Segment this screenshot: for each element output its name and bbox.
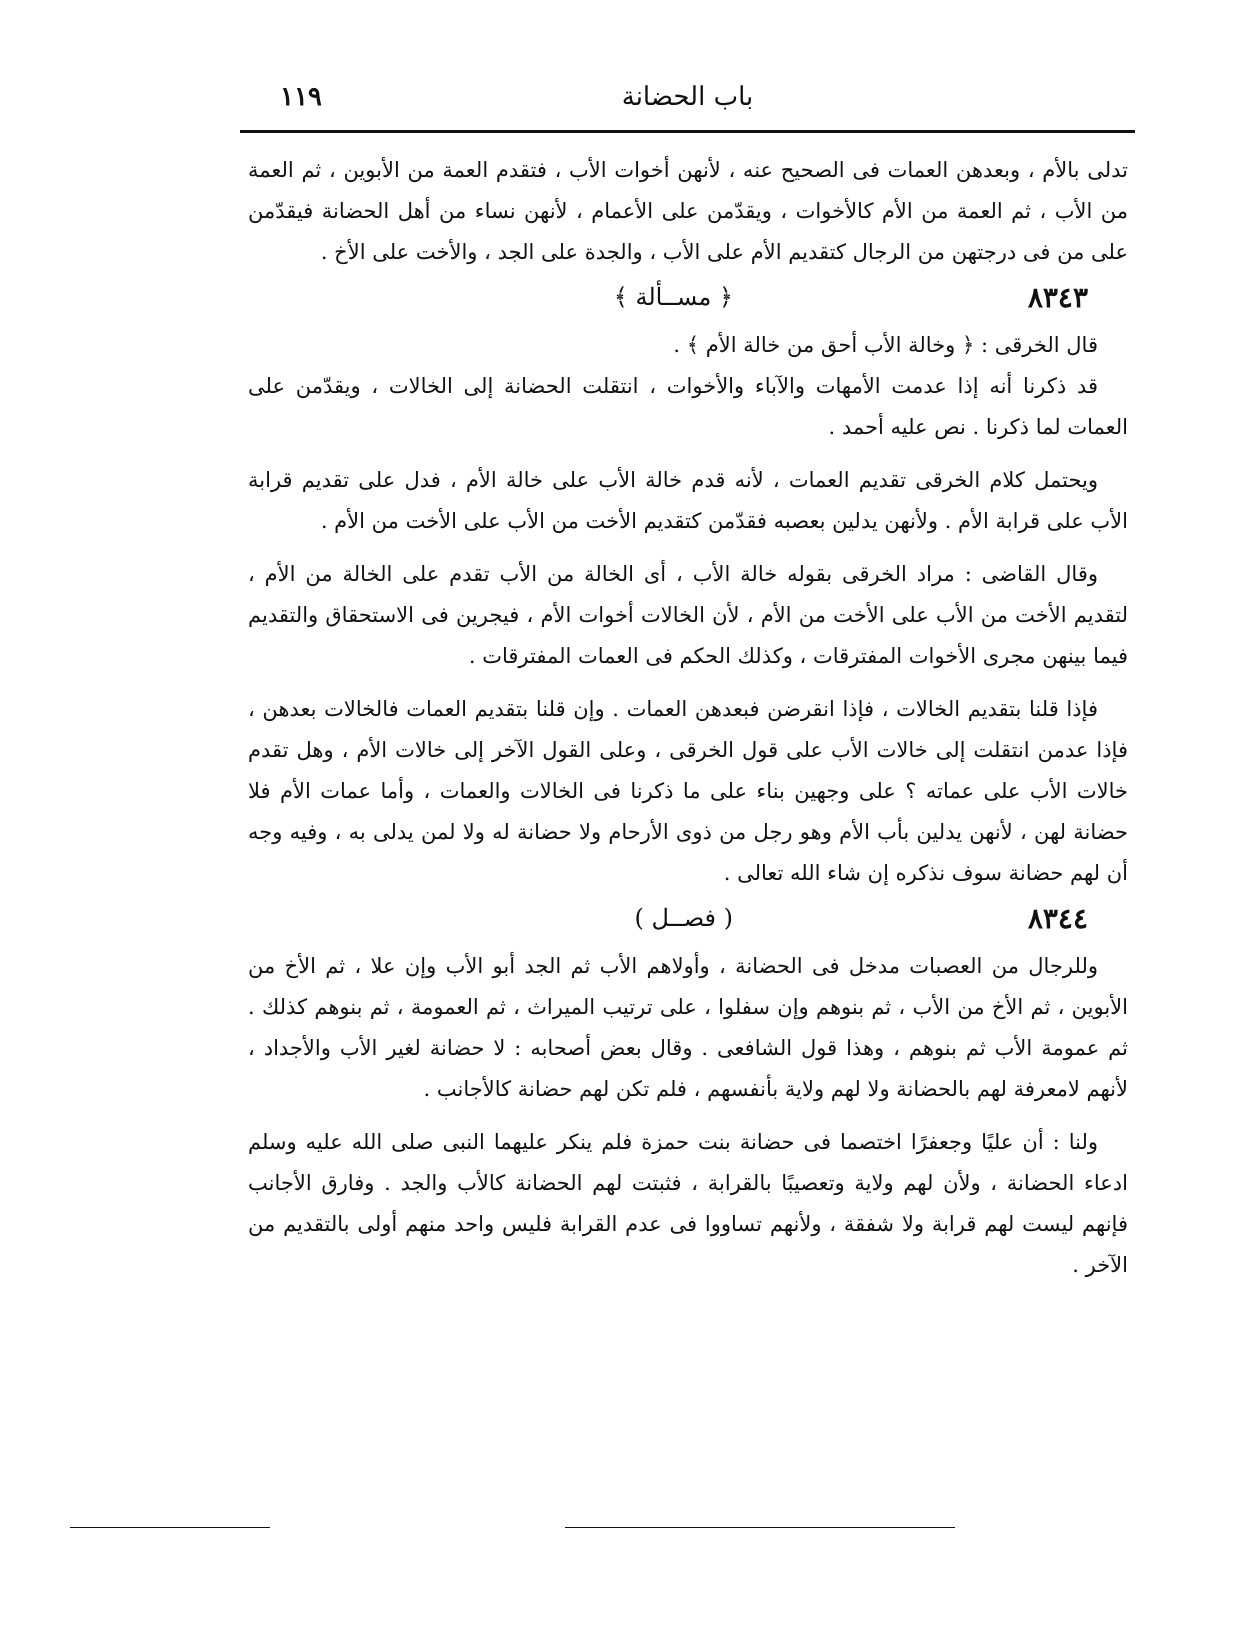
- main-text: [248, 150, 1128, 1286]
- page-number: ١١٩: [280, 82, 322, 112]
- section-heading: [248, 277, 1128, 323]
- footnote-rule: [565, 1527, 955, 1528]
- section-label: ﴿ مســألة ﴾: [613, 283, 733, 311]
- paragraph: وللرجال من العصبات مدخل فى الحضانة ، وأولاهم الأب ثم الجد أبو الأب وإن علا ، ثم الأخ من الأبوين ، ثم الأخ من الأب ، ثم بنوهم وإن سفلوا ، على ترتيب الميراث ، ثم العمومة ، ثم بنوهم كذلك . ثم عمومة الأب ثم بنوهم ، وهذا قول الشافعى . وقال بعض أصحابه : لا حضانة لغير الأب والأجداد ، لأنهم لامعرفة لهم بالحضانة ولا لهم ولاية بأنفسهم ، فلم تكن لهم حضانة كالأجانب .: [248, 954, 1128, 1101]
- page-header: [240, 76, 1135, 126]
- paragraph: وقال القاضى : مراد الخرقى بقوله خالة الأب ، أى الخالة من الأب تقدم على الخالة من الأم ، لتقديم الأخت من الأب على الأخت من الأم ، لأن الخالات أخوات الأم ، فيجرين فى الاستحقاق والتقديم فيما بينهن مجرى الأخوات المفترقات ، وكذلك الحكم فى العمات المفترقات .: [248, 562, 1128, 668]
- section-number: ٨٣٤٤: [1027, 902, 1088, 935]
- chapter-title: باب الحضانة: [621, 82, 754, 112]
- section-label: ( فصــل ): [634, 904, 733, 932]
- paragraph: فإذا قلنا بتقديم الخالات ، فإذا انقرضن فبعدهن العمات . وإن قلنا بتقديم العمات فالخالات بعدهن ، فإذا عدمن انتقلت إلى خالات الأب على قول الخرقى ، وعلى القول الآخر إلى خالات الأم ، وهل تقدم خالات الأب على عماته ؟ على وجهين بناء على ما ذكرنا فى الخالات والعمات ، وأما عمات الأم فلا حضانة لهن ، لأنهن يدلين بأب الأم وهو رجل من ذوى الأرحام ولا حضانة له ولا لمن يدلى به ، وفيه وجه أن لهم حضانة سوف نذكره إن شاء الله تعالى .: [248, 697, 1128, 885]
- paragraph: ولنا : أن عليًا وجعفرًا اختصما فى حضانة بنت حمزة فلم ينكر عليهما النبى صلى الله عليه وسلم ادعاء الحضانة ، ولأن لهم ولاية وتعصيبًا بالقرابة ، فثبتت لهم الحضانة كالأب والجد . وفارق الأجانب فإنهم ليست لهم قرابة ولا شفقة ، ولأنهم تساووا فى عدم القرابة فليس واحد منهم أولى بالتقديم من الآخر .: [248, 1130, 1128, 1277]
- paragraph: قد ذكرنا أنه إذا عدمت الأمهات والآباء والأخوات ، انتقلت الحضانة إلى الخالات ، ويقدّمن على العمات لما ذكرنا . نص عليه أحمد .: [248, 374, 1128, 439]
- footnote-rule: [70, 1527, 270, 1528]
- paragraph: تدلى بالأم ، وبعدهن العمات فى الصحيح عنه ، لأنهن أخوات الأب ، فتقدم العمة من الأبوين ، ثم العمة من الأب ، ثم العمة من الأم كالأخوات ، ويقدّمن على الأعمام ، لأنهن نساء من أهل الحضانة فيقدّمن على من فى درجتهن من الرجال كتقديم الأم على الأب ، والجدة على الجد ، والأخت على الأخ .: [248, 158, 1128, 264]
- header-rule: [240, 130, 1135, 133]
- section-heading: [248, 898, 1128, 944]
- section-number: ٨٣٤٣: [1027, 281, 1088, 314]
- paragraph: قال الخرقى : ﴿ وخالة الأب أحق من خالة الأم ﴾ .: [673, 333, 1098, 357]
- paragraph: ويحتمل كلام الخرقى تقديم العمات ، لأنه قدم خالة الأب على خالة الأم ، فدل على تقديم قرابة الأب على قرابة الأم . ولأنهن يدلين بعصبه فقدّمن كتقديم الأخت من الأب على الأخت من الأم .: [248, 468, 1128, 533]
